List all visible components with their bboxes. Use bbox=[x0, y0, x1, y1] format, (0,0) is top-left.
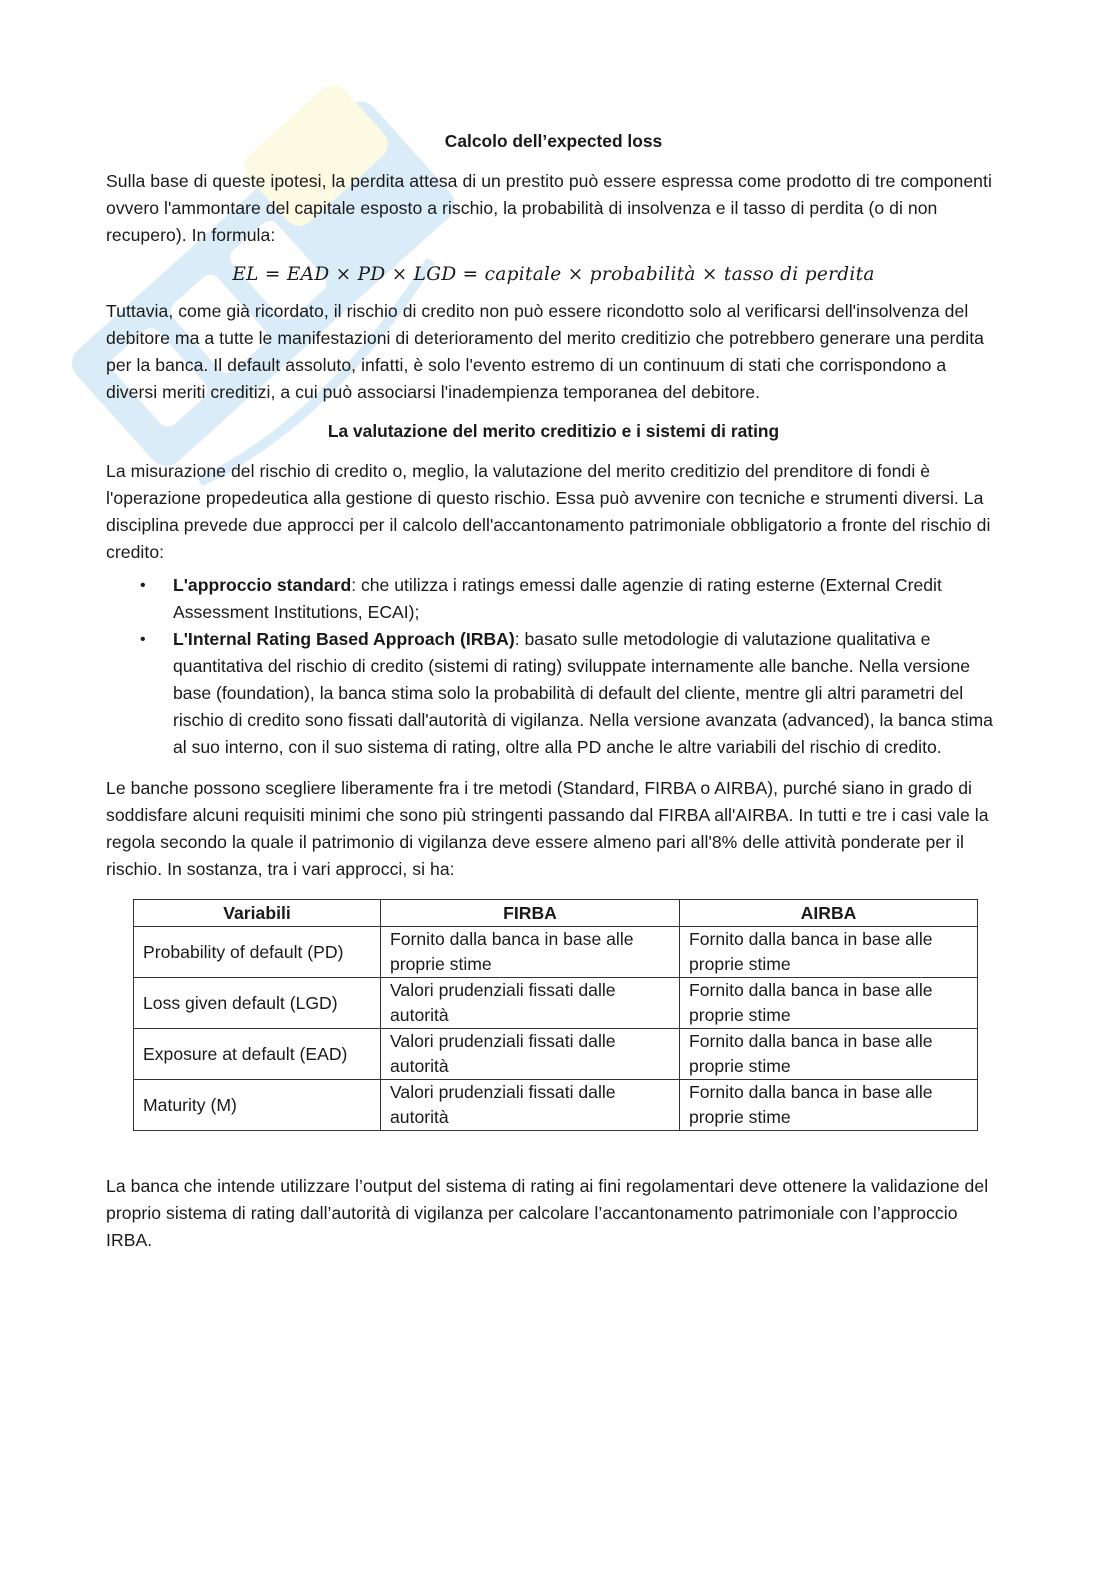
list-item-standard-approach bbox=[140, 572, 1001, 626]
table-row bbox=[134, 1029, 978, 1080]
table-cell: Fornito dalla banca in base alle proprie stime bbox=[381, 927, 680, 978]
table-cell: Valori prudenziali fissati dalle autorità bbox=[381, 978, 680, 1029]
table-header-cell: FIRBA bbox=[381, 900, 680, 927]
paragraph-methods: Le banche possono scegliere liberamente fra i tre metodi (Standard, FIRBA o AIRBA), purché siano in grado di soddisfare alcuni requisiti minimi che sono più stringenti passando dal FIRBA all'AIRBA. In tutti e tre i casi vale la regola secondo la quale il patrimonio di vigilanza deve essere almeno pari all'8% delle attività ponderate per il rischio. In sostanza, tra i vari approcci, si ha: bbox=[106, 778, 989, 879]
list-item-text: : che utilizza i ratings emessi dalle agenzie di rating esterne (External Credit Assessment Institutions, ECAI); bbox=[173, 575, 942, 622]
comparison-table bbox=[133, 899, 978, 1131]
paragraph-credit-risk: Tuttavia, come già ricordato, il rischio di credito non può essere ricondotto solo al verificarsi dell'insolvenza del debitore ma a tutte le manifestazioni di deterioramento del merito creditizio che potrebbero generare una perdita per la banca. Il default assoluto, infatti, è solo l'evento estremo di un continuum di stati che corrispondono a diversi meriti creditizi, a cui può associarsi l'inadempienza temporanea del debitore. bbox=[106, 301, 985, 402]
bullet-marker: • bbox=[140, 577, 146, 594]
table-cell: Exposure at default (EAD) bbox=[134, 1029, 381, 1080]
table-cell: Valori prudenziali fissati dalle autorità bbox=[381, 1080, 680, 1131]
paragraph-measurement: La misurazione del rischio di credito o, meglio, la valutazione del merito creditizio del prenditore di fondi è l'operazione propedeutica alla gestione di questo rischio. Essa può avvenire con tecniche e strumenti diversi. La disciplina prevede due approcci per il calcolo dell'accantonamento patrimoniale obbligatorio a fronte del rischio di credito: bbox=[106, 461, 991, 562]
list-item-title: L'approccio standard bbox=[173, 575, 352, 595]
table-header-row bbox=[134, 900, 978, 927]
table-cell: Probability of default (PD) bbox=[134, 927, 381, 978]
document-page bbox=[106, 128, 1001, 1266]
approaches-list bbox=[106, 572, 1001, 761]
bullet-marker: • bbox=[140, 631, 146, 648]
table-header-cell: Variabili bbox=[134, 900, 381, 927]
paragraph-validation: La banca che intende utilizzare l’output del sistema di rating ai fini regolamentari deve ottenere la validazione del proprio sistema di rating dall’autorità di vigilanza per calcolare l’accantonamento patrimoniale con l’approccio IRBA. bbox=[106, 1176, 989, 1250]
table-header-cell: AIRBA bbox=[680, 900, 978, 927]
table-row bbox=[134, 927, 978, 978]
section-heading-expected-loss: Calcolo dell’expected loss bbox=[444, 131, 663, 151]
table-cell: Fornito dalla banca in base alle proprie stime bbox=[680, 1029, 978, 1080]
list-item-text: : basato sulle metodologie di valutazione qualitativa e quantitativa del rischio di credito (sistemi di rating) sviluppate internamente alle banche. Nella versione base (foundation), la banca stima solo la probabilità di default del cliente, mentre gli altri parametri del rischio di credito sono fissati dall'autorità di vigilanza. Nella versione avanzata (advanced), la banca stima al suo interno, con il suo sistema di rating, oltre alla PD anche le altre variabili del rischio di credito. bbox=[173, 629, 993, 757]
list-item-irba-approach bbox=[140, 626, 1001, 761]
table-cell: Fornito dalla banca in base alle proprie stime bbox=[680, 927, 978, 978]
table-row bbox=[134, 1080, 978, 1131]
table-cell: Maturity (M) bbox=[134, 1080, 381, 1131]
paragraph-intro: Sulla base di queste ipotesi, la perdita attesa di un prestito può essere espressa come prodotto di tre componenti ovvero l'ammontare del capitale esposto a rischio, la probabilità di insolvenza e il tasso di perdita (o di non recupero). In formula: bbox=[106, 171, 992, 245]
table-cell: Valori prudenziali fissati dalle autorità bbox=[381, 1029, 680, 1080]
table-cell: Fornito dalla banca in base alle proprie stime bbox=[680, 1080, 978, 1131]
formula-expected-loss: EL = EAD × PD × LGD = capitale × probabilità × tasso di perdita bbox=[232, 264, 875, 285]
table-cell: Fornito dalla banca in base alle proprie stime bbox=[680, 978, 978, 1029]
table-row bbox=[134, 978, 978, 1029]
list-item-title: L'Internal Rating Based Approach (IRBA) bbox=[173, 629, 515, 649]
table-cell: Loss given default (LGD) bbox=[134, 978, 381, 1029]
section-heading-rating-systems: La valutazione del merito creditizio e i sistemi di rating bbox=[327, 421, 780, 441]
